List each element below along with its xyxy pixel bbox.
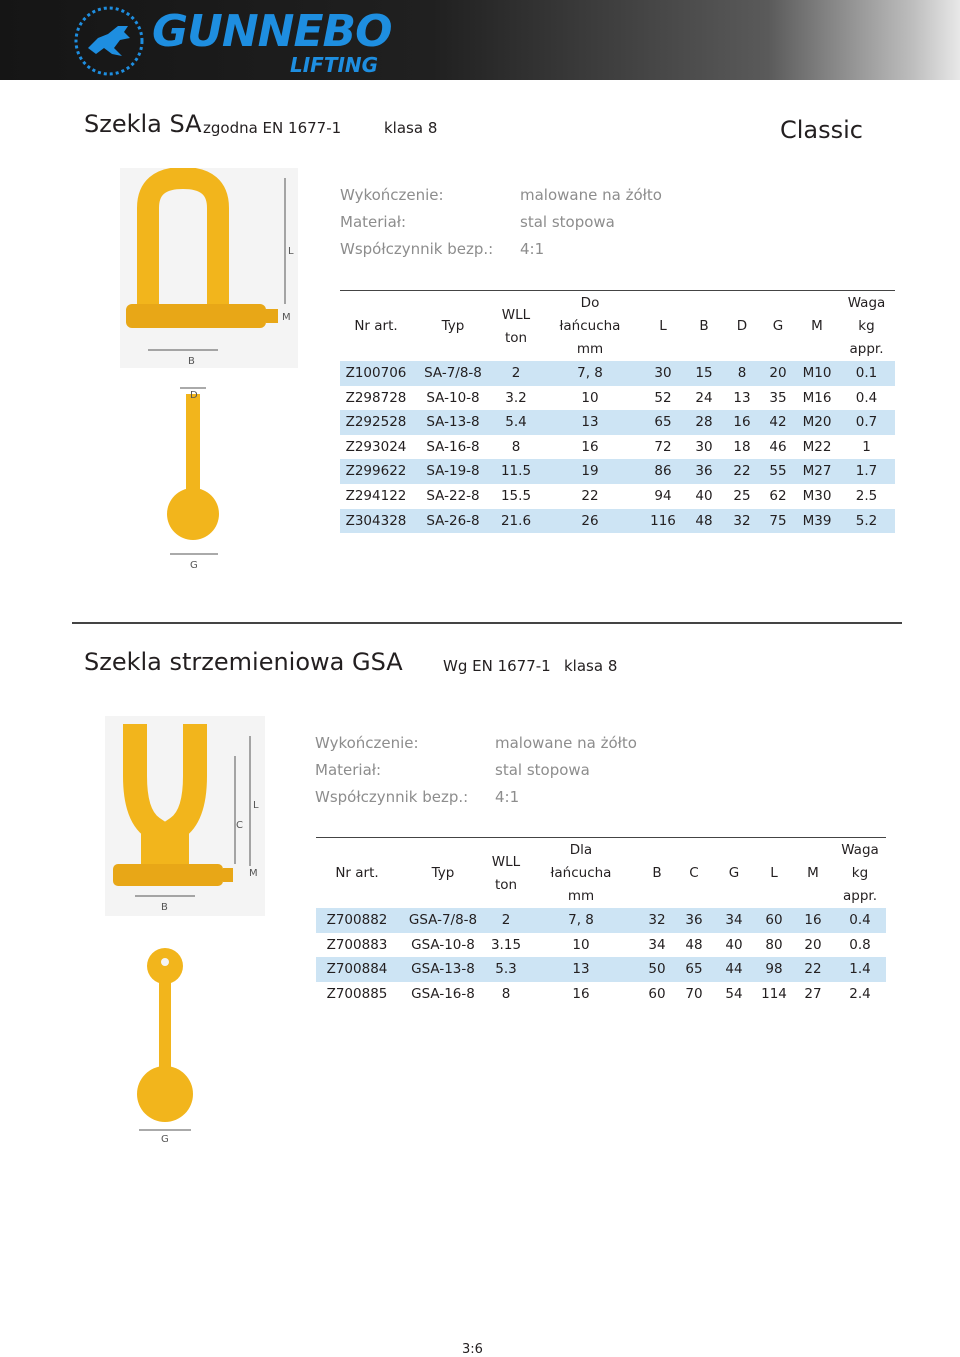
section1-standard: zgodna EN 1677-1 (203, 119, 342, 137)
table-cell: SA-10-8 (426, 389, 480, 406)
table-cell: 116 (642, 509, 684, 534)
brand-name: GUNNEBO (152, 6, 392, 57)
table-cell: 21.6 (494, 509, 538, 534)
spec2-label-material: Materiał: (315, 761, 382, 779)
table-cell: 13 (733, 389, 751, 406)
dim-g2-label: G (161, 1134, 169, 1145)
table-cell: 86 (642, 459, 684, 484)
table-cell: 44 (712, 957, 756, 982)
dim-l-label: L (288, 246, 294, 257)
col-art: Nr art. (335, 865, 379, 881)
table-cell: 16 (724, 410, 760, 435)
table-cell: 72 (654, 438, 672, 455)
table-cell: 16 (581, 438, 599, 455)
table-cell: SA-19-8 (412, 459, 494, 484)
page-number: 3:6 (462, 1342, 483, 1357)
spec2-value-safety: 4:1 (495, 788, 520, 806)
table-cell: 0.4 (834, 908, 886, 933)
col-g: G (728, 865, 740, 881)
table-cell: 15.5 (500, 487, 532, 504)
table-cell: 30 (695, 438, 713, 455)
section2-title: Szekla strzemieniowa GSA (84, 648, 403, 676)
table-cell: 11.5 (494, 459, 538, 484)
spec2-value-material: stal stopowa (495, 761, 590, 779)
table-row (340, 459, 895, 484)
brand-sub: LIFTING (290, 53, 379, 77)
table-cell: Z292528 (340, 410, 412, 435)
table-cell: 13 (524, 957, 638, 982)
table-cell: SA-26-8 (412, 509, 494, 534)
table-cell: 26 (538, 509, 642, 534)
sa-table (340, 292, 895, 533)
table-cell: 3.2 (505, 389, 527, 406)
table-cell: 36 (676, 908, 712, 933)
table-cell: Z700884 (316, 957, 398, 982)
table-cell: 8 (501, 985, 511, 1002)
table-cell: 0.8 (849, 936, 871, 953)
section2-grade: klasa 8 (564, 657, 618, 675)
dim-l2-label: L (253, 800, 259, 811)
col-m: M (807, 865, 819, 881)
table-cell: M30 (802, 487, 832, 504)
col-wll: WLL ton (501, 306, 531, 346)
table-cell: 30 (642, 361, 684, 386)
table-row (340, 435, 895, 460)
table-cell: 34 (648, 936, 666, 953)
table-cell: 22 (724, 459, 760, 484)
col-l: L (770, 865, 778, 881)
table-cell: 7, 8 (538, 361, 642, 386)
spec2-value-finish: malowane na żółto (495, 734, 637, 752)
table-cell: 114 (761, 985, 787, 1002)
table-cell: 40 (725, 936, 743, 953)
table-cell: 94 (654, 487, 672, 504)
table-cell: 5.4 (494, 410, 538, 435)
col-weight: Waga kg appr. (847, 295, 886, 357)
col-art: Nr art. (354, 318, 398, 334)
table-row (316, 982, 886, 1007)
table-cell: Z298728 (345, 389, 407, 406)
table-cell: Z100706 (340, 361, 412, 386)
table-cell: SA-16-8 (426, 438, 480, 455)
col-m: M (811, 318, 823, 334)
table-cell: 36 (684, 459, 724, 484)
shackle-gsa-diagram (95, 716, 275, 1146)
table-cell: 60 (756, 908, 792, 933)
table-cell: 52 (654, 389, 672, 406)
table-cell: 42 (760, 410, 796, 435)
spec1-value-material: stal stopowa (520, 213, 615, 231)
table-cell: 55 (760, 459, 796, 484)
table-cell: 7, 8 (524, 908, 638, 933)
table-cell: 16 (792, 908, 834, 933)
col-b: B (699, 318, 709, 334)
col-c: C (689, 865, 699, 881)
table-row (316, 957, 886, 982)
table-cell: M22 (802, 438, 832, 455)
table-cell: 8 (724, 361, 760, 386)
table-cell: 19 (538, 459, 642, 484)
horse-logo-icon (72, 4, 146, 78)
table-cell: 32 (724, 509, 760, 534)
table-cell: 5.3 (488, 957, 524, 982)
table-cell: 18 (733, 438, 751, 455)
col-typ: Typ (441, 318, 465, 334)
table-cell: 22 (581, 487, 599, 504)
table-cell: 1.4 (834, 957, 886, 982)
spec1-value-finish: malowane na żółto (520, 186, 662, 204)
table-cell: 32 (638, 908, 676, 933)
spec1-value-safety: 4:1 (520, 240, 545, 258)
table-cell: 98 (756, 957, 792, 982)
table-header-row (340, 292, 895, 361)
table-cell: 48 (685, 936, 703, 953)
table-cell: 65 (642, 410, 684, 435)
section1-grade: klasa 8 (384, 119, 438, 137)
table-cell: 15 (684, 361, 724, 386)
table-cell: M16 (802, 389, 832, 406)
col-b: B (652, 865, 662, 881)
dim-b-label: B (188, 356, 195, 367)
dim-d-label: D (190, 390, 198, 401)
section1-title: Szekla SA (84, 110, 202, 138)
table-cell: 20 (760, 361, 796, 386)
table-cell: M27 (796, 459, 838, 484)
dim-m-label: M (282, 312, 291, 323)
col-g: G (772, 318, 784, 334)
table-cell: SA-22-8 (426, 487, 480, 504)
table-cell: 10 (581, 389, 599, 406)
dim-g-label: G (190, 560, 198, 571)
table-cell: GSA-13-8 (398, 957, 488, 982)
table-cell: 0.4 (855, 389, 878, 406)
col-l: L (659, 318, 667, 334)
table-cell: Z294122 (345, 487, 407, 504)
table-cell: 65 (676, 957, 712, 982)
table-cell: 20 (804, 936, 822, 953)
table-cell: 2 (494, 361, 538, 386)
table-cell: 16 (572, 985, 590, 1002)
table-cell: 10 (572, 936, 590, 953)
dim-m2-label: M (249, 868, 258, 879)
table-cell: 46 (769, 438, 787, 455)
table-row (340, 361, 895, 386)
col-d: D (736, 318, 748, 334)
spec1-label-material: Materiał: (340, 213, 407, 231)
gsa-table (316, 839, 886, 1006)
table-cell: 28 (684, 410, 724, 435)
table-cell: 60 (648, 985, 666, 1002)
table-cell: 24 (695, 389, 713, 406)
table-row (340, 386, 895, 411)
table-row (316, 908, 886, 933)
table-cell: GSA-10-8 (411, 936, 475, 953)
spec2-label-finish: Wykończenie: (315, 734, 419, 752)
table-row (340, 509, 895, 534)
col-weight: Waga kg appr. (841, 842, 879, 904)
dim-b2-label: B (161, 902, 168, 913)
table-row (316, 933, 886, 958)
dim-c-label: C (236, 820, 243, 831)
shackle-sa-diagram (120, 168, 310, 578)
table-cell: Z700885 (326, 985, 388, 1002)
table-cell: 3.15 (490, 936, 522, 953)
table-cell: 13 (538, 410, 642, 435)
table-cell: M10 (796, 361, 838, 386)
table-cell: 2.4 (849, 985, 871, 1002)
table-cell: 5.2 (838, 509, 895, 534)
table-cell: Z700883 (326, 936, 388, 953)
table-cell: 8 (511, 438, 521, 455)
table1-top-rule (340, 290, 895, 291)
table-cell: 48 (684, 509, 724, 534)
col-chain: Do łańcucha mm (559, 295, 621, 357)
spec2-label-safety: Współczynnik bezp.: (315, 788, 469, 806)
series-name: Classic (780, 116, 864, 144)
section-divider (72, 622, 902, 624)
table-cell: 34 (712, 908, 756, 933)
table-cell: Z299622 (340, 459, 412, 484)
table-cell: 80 (765, 936, 783, 953)
table-cell: Z304328 (340, 509, 412, 534)
section2-standard: Wg EN 1677-1 (443, 657, 551, 675)
spec1-label-safety: Współczynnik bezp.: (340, 240, 494, 258)
table-cell: 62 (769, 487, 787, 504)
table-cell: 1 (862, 438, 871, 455)
table-cell: 2.5 (855, 487, 878, 504)
table-cell: 0.1 (838, 361, 895, 386)
table-header-row (316, 839, 886, 908)
table-cell: 40 (695, 487, 713, 504)
table-cell: SA-13-8 (412, 410, 494, 435)
table-cell: GSA-16-8 (411, 985, 475, 1002)
table-cell: 50 (638, 957, 676, 982)
table2-top-rule (316, 837, 886, 838)
col-wll: WLL ton (491, 853, 521, 893)
table-row (340, 410, 895, 435)
table-cell: Z293024 (345, 438, 407, 455)
table-cell: M20 (796, 410, 838, 435)
table-cell: 22 (792, 957, 834, 982)
table-cell: Z700882 (316, 908, 398, 933)
table-cell: 75 (760, 509, 796, 534)
table-cell: M39 (796, 509, 838, 534)
table-row (340, 484, 895, 509)
table-cell: 27 (804, 985, 822, 1002)
table-cell: 1.7 (838, 459, 895, 484)
table-cell: SA-7/8-8 (412, 361, 494, 386)
table-cell: 54 (725, 985, 743, 1002)
table-cell: 2 (488, 908, 524, 933)
spec1-label-finish: Wykończenie: (340, 186, 444, 204)
col-chain: Dla łańcucha mm (550, 842, 612, 904)
col-typ: Typ (431, 865, 455, 881)
table-cell: 0.7 (838, 410, 895, 435)
table-cell: 35 (769, 389, 787, 406)
table-cell: 25 (733, 487, 751, 504)
table-cell: GSA-7/8-8 (398, 908, 488, 933)
table-cell: 70 (685, 985, 703, 1002)
